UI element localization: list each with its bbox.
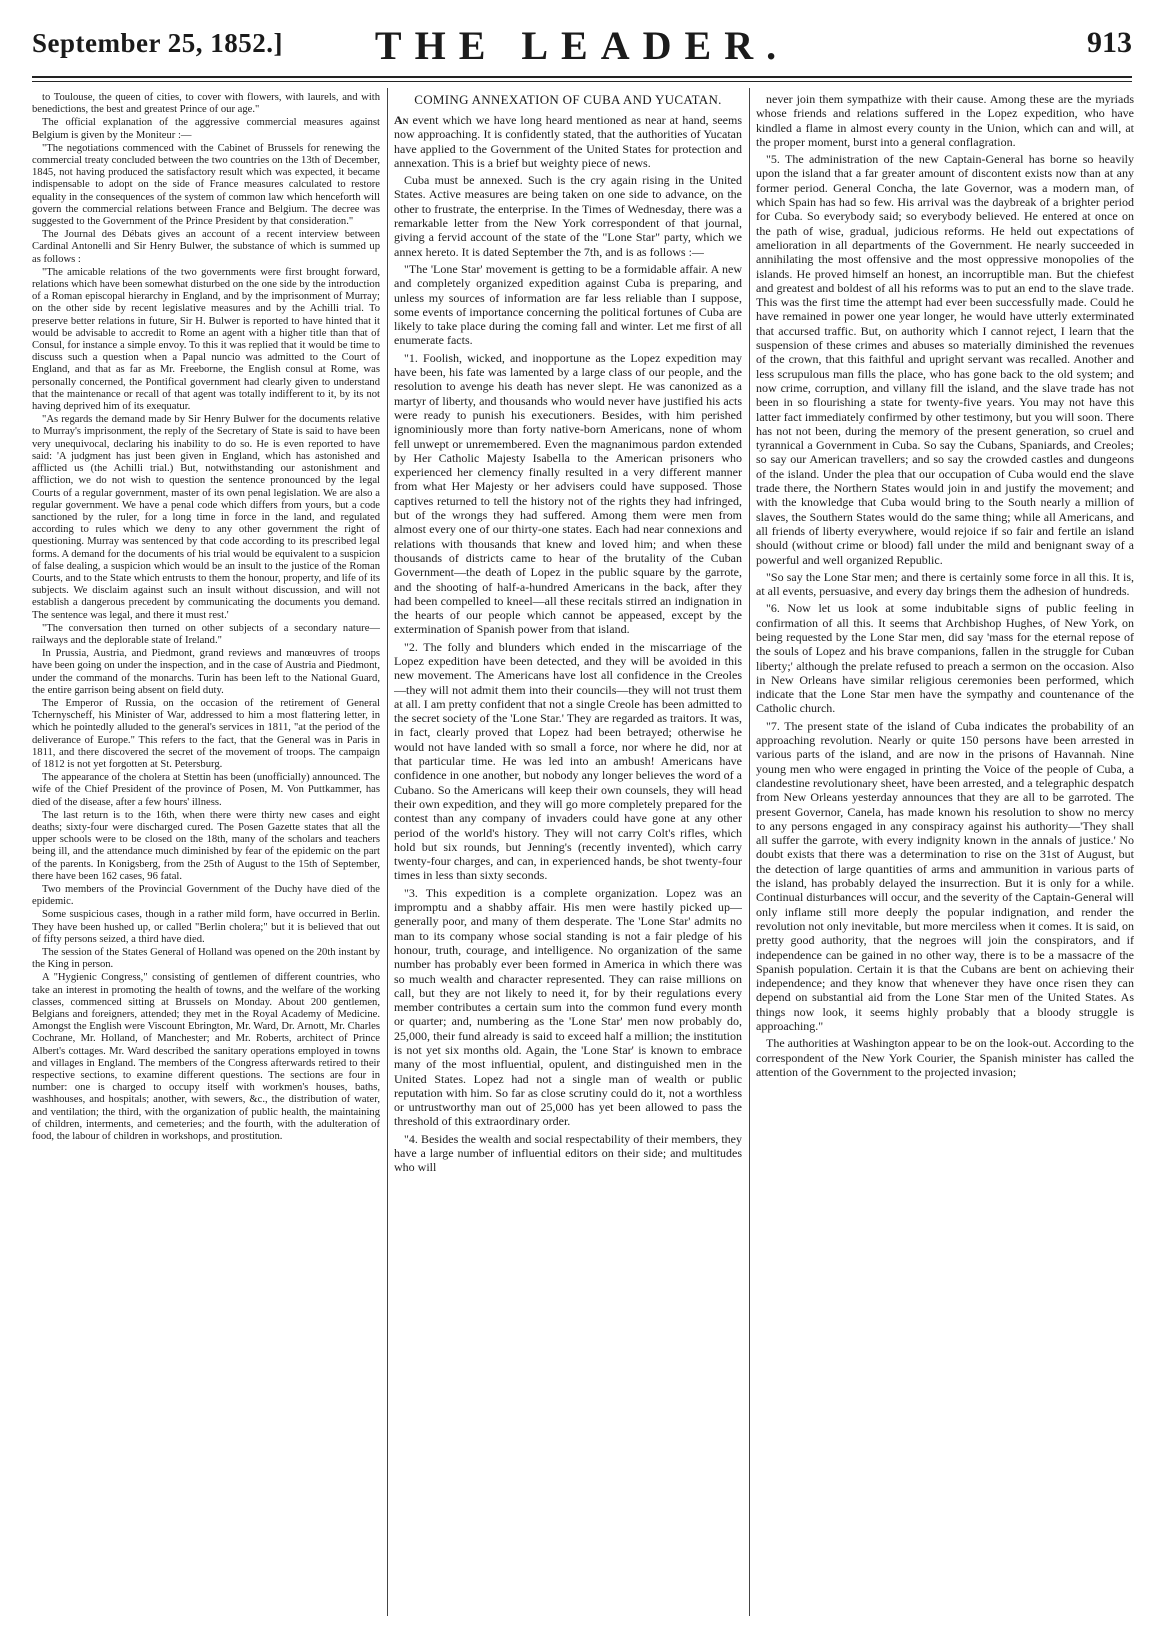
paragraph: "4. Besides the wealth and social respectability of their members, they have a large number of influential editors on their side; and multitudes who will xyxy=(394,1131,742,1175)
paragraph: "As regards the demand made by Sir Henry Bulwer for the documents relative to Murray's imprisonment, the reply of the Secretary of State is said to have been very unequivocal, declaring his inability to do so. He is even reported to have said: 'A judgment has just been given in England, which has astonished and afflicted us (the Achilli trial.) But, notwithstanding our astonishment and affliction, we do not wish to question the sentence pronounced by the legal Courts of a regular government, master of its own penal legislation. We are also a regular government. We have a penal code which differs from yours, but a code sanctioned by the ruler, for a long time in force in the land, and regulated according to rules which we deny to any other government the right of questioning. Murray was sentenced by that code according to its prescribed legal forms. A demand for the documents of his trial would be equivalent to a suspicion of false dealing, a suspicion which would be an insult to the justice of the Roman Courts, and to the State which entrusts to them the honour, property, and life of its subjects. We disclaim against such an insult without discussion, and will not establish a dangerous precedent by communicating the documents you demand. The sentence was legal, and there it must rest.' xyxy=(32,414,380,621)
paragraph: "5. The administration of the new Captain-General has borne so heavily upon the island that a far greater amount of discontent exists now than at any former period. General Concha, the late Governor, was a modern man, of which Spain has had so few. His arrival was the daybreak of a brighter period for Cuba. So everybody said; so everybody believed. He entered at once on the path of wise, gradual, judicious reforms. He held out expectations of amelioration in all departments of the Government. He nearly succeeded in annihilating the most offensive and the most oppressive monopolies of the islands. He proved himself an honest, an incorruptible man. But the chiefest and greatest and boldest of all his reforms was to put an end to the slave trade. This was the first time the attempt had ever been successfully made. Could he have remained in power one year longer, he would have utterly exterminated that accursed traffic. But, on authority which I cannot reject, I learn that the suspension of these crimes and abuses so materially diminished the revenues of the crown, that this faithful and upright servant was recalled. Another and less scrupulous man fills the place, who has gone back to the old system; and now crime, corruption, and villany fill the island, and the slave trade has not been in so flourishing a state for twenty-five years. You may not have this latter fact immediately confirmed by other testimony, but you will soon. There has not not been, during the memory of the present generation, so cruel and tyrannical a Government in Cuba. So say the Cubans, Spaniards, and Creoles; so say our American travellers; and so say the crowded castles and dungeons of the island. Under the plea that our occupation of Cuba would end the slave trade there, the Northern States would join in and justify the movement; and with the knowledge that Cuba would bring to the South nearly a million of slaves, the Southern States would do the same thing; while all Americans, and all friends of liberty everywhere, would rejoice if so fair and fertile an island should (without crime or blood) fall under the mild and benignant sway of a powerful and well organized Republic. xyxy=(756,152,1134,567)
column-divider xyxy=(749,88,750,1616)
paragraph: "7. The present state of the island of Cuba indicates the probability of an approaching revolution. Nearly or quite 150 persons have been arrested in various parts of the island, and are now in the prisons of Havannah. Nine young men who were engaged in printing the Voice of the people of Cuba, a clandestine revolutionary sheet, have been arrested, and a telegraphic despatch from New Orleans yesterday announces that they are all to be garroted. The present Governor, Canela, has made known his resolution to show no mercy to any persons engaged in any conspiracy against his authority—'They shall all suffer the garrote, with every indignity known in the annals of justice.' No doubt exists that there was a determination to rise on the 31st of August, but the detection of large quantities of arms and ammunition in various parts of the island, has probably delayed the insurrection. But it is only for a while. Continual disturbances will occur, and the severity of the Captain-General will only inflame still more deeply the popular indignation, and render the revolution not only inevitable, but more merciless when it comes. It is said, on pretty good authority, that the negroes will join the conspirators, and if independence can be gained in no other way, there is to be a massacre of the Spanish population. Certain it is that the Cubans are bent on achieving their independence; and they know that whenever they have once risen they can depend on substantial aid from the Lone Star men of the United States. As things now look, it seems highly probably that a bloody struggle is approaching." xyxy=(756,718,1134,1033)
paragraph: "3. This expedition is a complete organization. Lopez was an impromptu and a shabby affair. His men were hastily picked up—generally poor, and many of them desperate. The 'Lone Star' admits no man to its company whose social standing is not a fair pledge of his honour, truth, courage, and intelligence. No organization of the same number has probably ever been formed in America in which there was so much wealth and character represented. They can raise millions on call, but they are not likely to need it, for by their regulations every member contributes a certain sum into the common fund every month or quarter; and, numbering as the 'Lone Star' men now probably do, 25,000, their fund already is said to exceed half a million; the institution is not yet six months old. Again, the 'Lone Star' is known to embrace many of the most influential, opulent, and distinguished men in the United States. Lopez had not a single man of wealth or public reputation with him. So far as close scrutiny could do it, not a worthless or untrustworthy man out of 25,000 has yet been allowed to pass the threshold of this extraordinary order. xyxy=(394,885,742,1129)
masthead xyxy=(32,14,1132,76)
paragraph: The authorities at Washington appear to be on the look-out. According to the correspondent of the New York Courier, the Spanish minister has called the attention of the Government to the projected invasion; xyxy=(756,1036,1134,1079)
article-lede xyxy=(394,113,742,170)
masthead-rule-thin xyxy=(32,81,1132,82)
paragraph: A "Hygienic Congress," consisting of gentlemen of different countries, who take an interest in promoting the health of towns, and the welfare of the working classes, commenced sitting at Brussels on Monday. About 200 gentlemen, Belgians and foreigners, attended; they met in the Royal Academy of Medicine. Amongst the English were Viscount Ebrington, Mr. Ward, Dr. Arnott, Mr. Charles Cochrane, Mr. Holland, of Manchester; and Mr. Roberts, architect of Prince Albert's cottages. Mr. Ward described the sanitary operations employed in towns and villages in England. The members of the Congress afterwards retired to their respective sections, to examine different questions. The sections are four in number: one is charged to occupy itself with workmen's houses, baths, washhouses, and hospitals; another, with sewers, &c., the distribution of water, and ventilation; the third, with the organization of public health, the maintaining of children, interments, and cemeteries; and the fourth, with the adulteration of food, the labour of children in workshops, and prostitution. xyxy=(32,972,380,1143)
paragraph: "1. Foolish, wicked, and inopportune as the Lopez expedition may have been, his fate was lamented by a large class of our people, and the resolution to avenge his death has never slept. He was canonized as a martyr of liberty, and thousands who would never have justified his acts were ready to punish his executioners. Besides, with him perished ignominiously more than forty native-born Americans, none of whom fell unwept or unremembered. Even the magnanimous pardon extended by Her Catholic Majesty Isabella to the American prisoners who experienced her clemency finally resulted in a very different manner from what Her Majesty or her advisers could have supposed. Those captives returned to tell the history not of the rights they had infringed, but of the wrongs they had suffered. Among them were men from almost every one of our thirty-one states. Each had near connexions and relations with thousands that knew and loved him; and when these thousands of districts came to hear of the brutality of the Cuban Government—the death of Lopez in the public square by the garrote, and the shooting of half-a-hundred Americans in the back, after they had been compelled to kneel—all these recitals stirred an indignation in the hearts of our people which cannot be appeased, except by the extermination of Spanish power from that island. xyxy=(394,350,742,637)
paragraph: "So say the Lone Star men; and there is certainly some force in all this. It is, at all events, persuasive, and every day brings them the adhesion of hundreds. xyxy=(756,569,1134,599)
newspaper-title: THE LEADER. xyxy=(374,23,790,68)
paragraph: "The negotiations commenced with the Cabinet of Brussels for renewing the commercial treaty concluded between the two countries on the 13th of December, 1845, not having produced the satisfactory result which was expected, it became indispensable to adopt on the side of France measures calculated to restore equality in the consequences of the system of common law which henceforth will govern the commercial relations between France and Belgium. The decree was suggested to the Government of the Prince President by that consideration." xyxy=(32,142,380,228)
page-number: 913 xyxy=(1087,26,1132,59)
masthead-rule xyxy=(32,76,1132,78)
paragraph: Cuba must be annexed. Such is the cry again rising in the United States. Active measures are being taken on one side to advance, on the other to frustrate, the enterprise. In the Times of Wednesday, there was a remarkable letter from the New York correspondent of that journal, giving a fervid account of the state of the "Lone Star" party, which we annex hereto. It is dated September the 7th, and is as follows :— xyxy=(394,173,742,259)
paragraph: "2. The folly and blunders which ended in the miscarriage of the Lopez expedition have been detected, and they will be avoided in this new movement. The Americans have lost all confidence in the Creoles—they will not admit them into their councils—they will not trust them at all. I am pretty confident that not a single Creole has been admitted to the secret society of the 'Lone Star.' They are regarded as traitors. It was, in fact, clearly proved that Lopez had been betrayed; otherwise he would not have landed with so small a force, nor where he did, nor at that particular time. He was led into an ambush! Americans have confidence in one another, but nobody any longer believes the word of a Cubano. So the Americans will keep their own counsels, they will head their own expedition, and they will go more completely prepared for the contest than any company of invaders could have gone at any other period of the world's history. They will not carry Colt's rifles, which hold but six rounds, but Jenning's (recently invented), which carry twenty-four charges, and can, in experienced hands, be shot twenty-four times in less than sixty seconds. xyxy=(394,639,742,883)
paragraph: "The amicable relations of the two governments were first brought forward, relations which have been somewhat disturbed on the one side by the introduction of a Roman episcopal hierarchy in England, and by the imprisonment of Murray; on the other side by recent legislative measures and by the Achilli trial. To preserve better relations in future, Sir H. Bulwer is reported to have hinted that it would be advisable to accredit to Rome an agent with a higher title than that of Consul, for instance a simple envoy. To this it was replied that it would be time to discuss such a question when a Papal nuncio was admitted to the Court of England, and that as far as Mr. Freeborne, the English consul at Rome, was personally concerned, the Pontifical government had clearly given to understand that the maintenance or recall of that agent was totally indifferent to it, by its not having deprived him of its exequatur. xyxy=(32,266,380,413)
paragraph: Two members of the Provincial Government of the Duchy have died of the epidemic. xyxy=(32,884,380,908)
paragraph: "6. Now let us look at some indubitable signs of public feeling in confirmation of all this. It seems that Archbishop Hughes, of New York, on being requested by the Lone Star men, did say 'mass for the eternal repose of the souls of Lopez and his brave companions, fallen in the struggle for Cuban liberty;' although the prelate refused to preach a sermon on the occasion. Also in New Orleans have similar religious ceremonies been performed, which indicate that the Lone Star men have the sympathy and countenance of the Catholic church. xyxy=(756,601,1134,716)
lede-dropcap: An xyxy=(394,113,409,127)
paragraph: In Prussia, Austria, and Piedmont, grand reviews and manœuvres of troops have been going on under the inspection, and in the case of Austria and Piedmont, under the command of the monarchs. Turin has been left to the National Guard, the entire garrison being absent on field duty. xyxy=(32,648,380,696)
paragraph: never join them sympathize with their cause. Among these are the myriads whose friends and relations suffered in the Lopez expedition, who have kindled a flame in almost every county in the Union, which can and will, at the proper moment, burst into a general conflagration. xyxy=(756,92,1134,149)
column-2 xyxy=(394,92,742,1612)
paragraph: Some suspicious cases, though in a rather mild form, have occurred in Berlin. They have been hushed up, or called "Berlin cholera;" but it is believed that out of fifty persons seized, a third have died. xyxy=(32,909,380,945)
paragraph: to Toulouse, the queen of cities, to cover with flowers, with laurels, and with benedictions, the best and greatest Prince of our age." xyxy=(32,92,380,116)
paragraph: The Journal des Débats gives an account of a recent interview between Cardinal Antonelli and Sir Henry Bulwer, the substance of which is summed up as follows : xyxy=(32,229,380,265)
column-3 xyxy=(756,92,1134,1612)
column-divider xyxy=(387,88,388,1616)
paragraph: The official explanation of the aggressive commercial measures against Belgium is given by the Moniteur :— xyxy=(32,117,380,141)
paragraph: "The conversation then turned on other subjects of a secondary nature—railways and the deplorable state of Ireland." xyxy=(32,622,380,646)
lede-text: event which we have long heard mentioned as near at hand, seems now approaching. It is confidently stated, that the authorities of Yucatan have applied to the Government of the United States for protection and annexation. This is a brief but weighty piece of news. xyxy=(394,113,742,170)
paragraph: The Emperor of Russia, on the occasion of the retirement of General Tchernyscheff, his Minister of War, addressed to him a most flattering letter, in which he pointedly alluded to the general's services in 1811, "at the period of the deliverance of Europe." This refers to the fact, that the General was in Paris in 1811, and there discovered the secret of the movement of troops. The campaign of 1812 is not yet forgotten at St. Petersburg. xyxy=(32,697,380,770)
paragraph: The session of the States General of Holland was opened on the 20th instant by the King in person. xyxy=(32,947,380,971)
paragraph: The appearance of the cholera at Stettin has been (unofficially) announced. The wife of the Chief President of the province of Posen, M. Von Puttkammer, has died of the disease, after a few hours' illness. xyxy=(32,772,380,808)
column-1 xyxy=(32,92,380,1608)
paragraph: "The 'Lone Star' movement is getting to be a formidable affair. A new and completely organized expedition against Cuba is preparing, and unless my sources of information are far less reliable than I suppose, some events of importance concerning the political fortunes of Cuba are likely to take place during the coming fall and winter. Let me first of all enumerate facts. xyxy=(394,261,742,348)
issue-date: September 25, 1852.] xyxy=(32,28,283,58)
paragraph: The last return is to the 16th, when there were thirty new cases and eight deaths; sixty-four were discharged cured. The Posen Gazette states that all the upper schools were to be closed on the 18th, many of the scholars and teachers being ill, and the attendance much diminished by fear of the epidemic on the part of the parents. In Konigsberg, from the 25th of August to the 15th of September, there have been 162 cases, 96 fatal. xyxy=(32,809,380,882)
article-title: COMING ANNEXATION OF CUBA AND YUCATAN. xyxy=(414,92,722,107)
